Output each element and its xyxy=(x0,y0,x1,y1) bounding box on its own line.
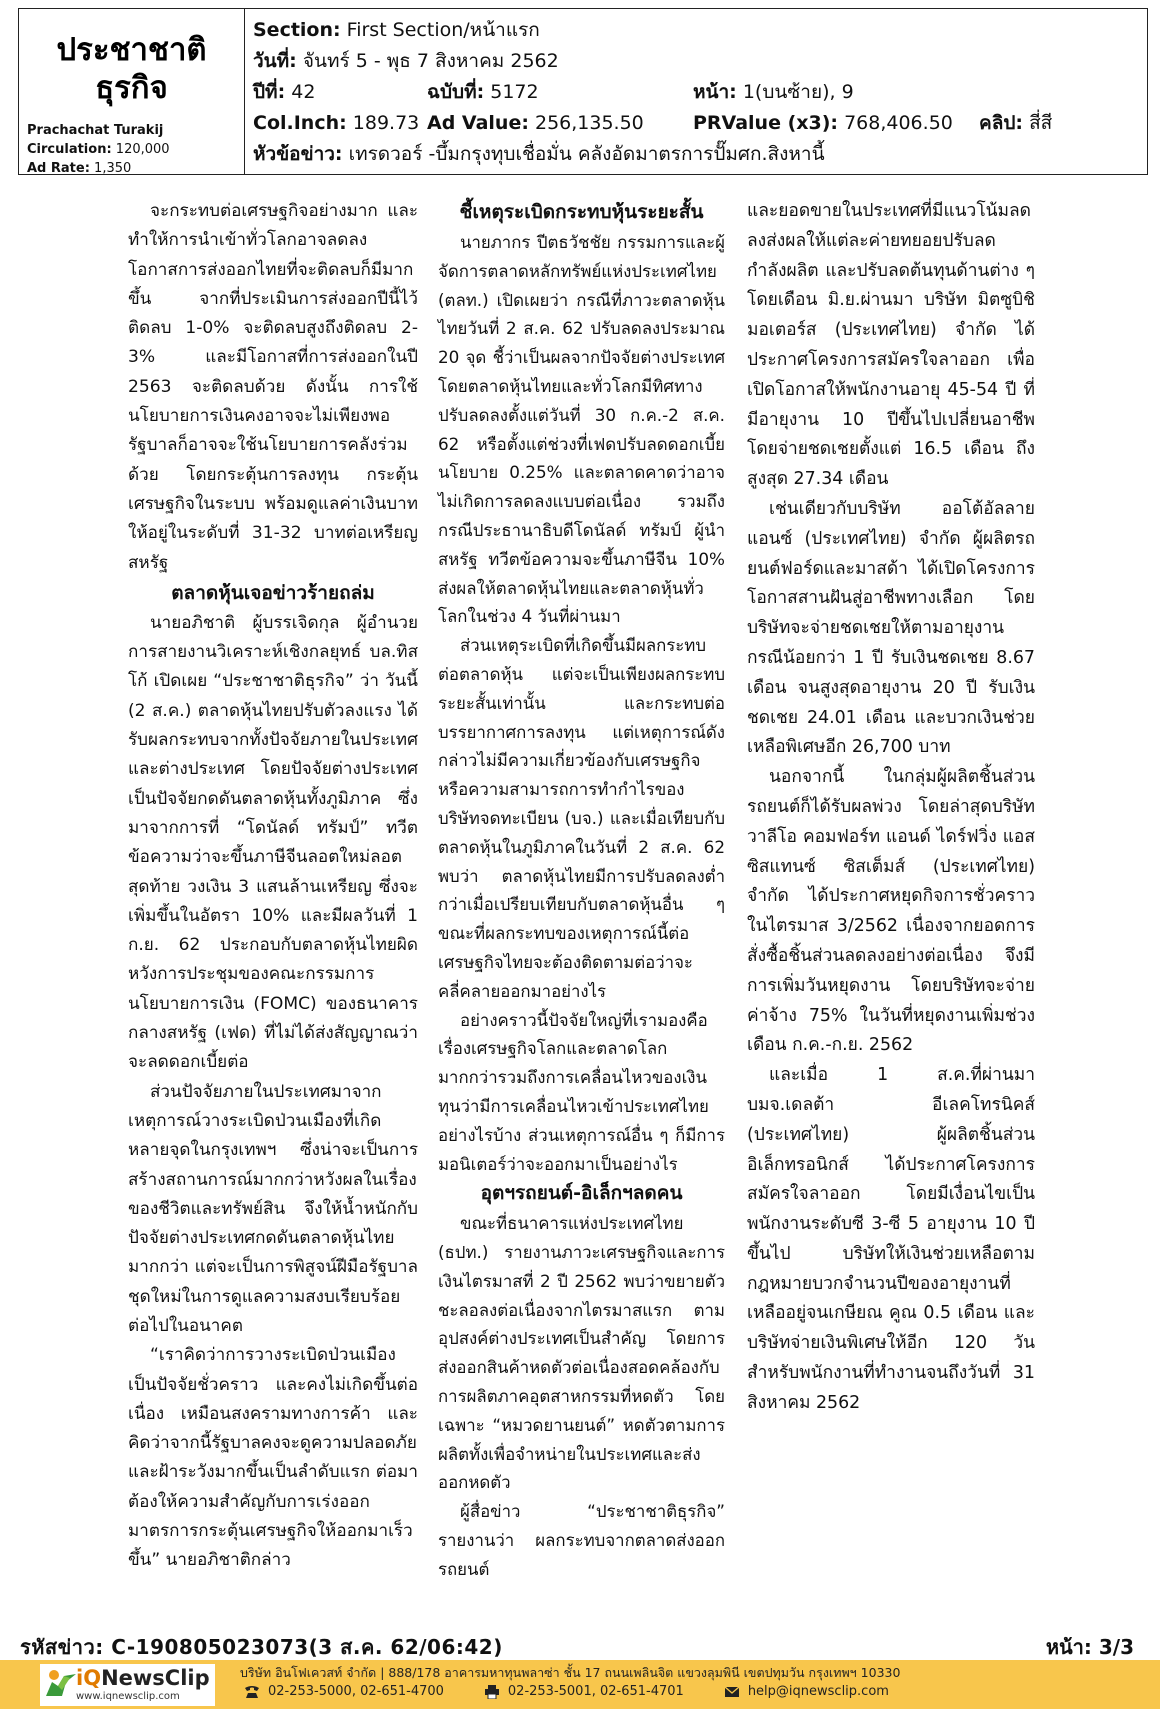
logo-url: www.iqnewsclip.com xyxy=(76,1691,180,1702)
subheading: ชี้เหตุระเบิดกระทบหุ้นระยะสั้น xyxy=(459,201,704,223)
prvalue-value: 768,406.50 xyxy=(844,112,953,134)
headline-value: เทรดวอร์ -บึ้มกรุงทุบเชื่อมั่น คลังอัดมาตรการปั๊มศก.สิงหานี้ xyxy=(348,143,825,165)
paragraph: อย่างคราวนี้ปัจจัยใหญ่ที่เรามองคือเรื่องเศรษฐกิจโลกและตลาดโลกมากกว่ารวมถึงการเคลื่อนไหวของเงินทุนว่ามีการเคลื่อนไหวเข้าประเทศไทยอย่างไรบ้าง ส่วนเหตุการณ์อื่น ๆ ก็มีการมอนิเตอร์ว่าจะออกมาเป็นอย่างไร xyxy=(438,1009,725,1174)
page-label: หน้า: xyxy=(693,81,737,103)
circulation-value: 120,000 xyxy=(115,142,170,157)
paragraph: นอกจากนี้ ในกลุ่มผู้ผลิตชิ้นส่วนรถยนต์ก็ได้รับผลพ่วง โดยล่าสุดบริษัท วาลีโอ คอมฟอร์ท แอนด์ ไดร์ฟวิ่ง แอสซิสแทนซ์ ซิสเต็มส์ (ประเทศไทย) จำกัด ได้ประกาศหยุดกิจการชั่วคราวในไตรมาส 3/2562 เนื่องจากยอดการสั่งซื้อชิ้นส่วนลดลงอย่างต่อเนื่อง จึงมีการเพิ่มวันหยุดงาน โดยบริษัทจะจ่ายค่าจ้าง 75% ในวันที่หยุดงานเพิ่มช่วงเดือน ก.ค.-ก.ย. 2562 xyxy=(747,767,1035,1056)
advalue-label: Ad Value: xyxy=(427,112,529,134)
paragraph: ส่วนเหตุระเบิดที่เกิดขึ้นมีผลกระทบต่อตลาดหุ้น แต่จะเป็นเพียงผลกระทบระยะสั้นเท่านั้น และกระทบต่อบรรยากาศการลงทุน แต่เหตุการณ์ดังกล่าวไม่มีความเกี่ยวข้องกับเศรษฐกิจหรือความสามารถการทำกำไรของบริษัทจดทะเบียน (บจ.) และเมื่อเทียบกับตลาดหุ้นในภูมิภาคในวันที่ 2 ส.ค. 62 พบว่า ตลาดหุ้นไทยมีการปรับลดลงต่ำกว่าเมื่อเปรียบเทียบกับตลาดหุ้นอื่น ๆ ขณะที่ผลกระทบของเหตุการณ์นี้ต่อเศรษฐกิจไทยจะต้องติดตามต่อว่าจะคลี่คลายออกมาอย่างไร xyxy=(438,635,725,1001)
email-icon xyxy=(724,1685,740,1699)
publication-name-line2: ธุรกิจ xyxy=(95,70,168,106)
date-label: วันที่: xyxy=(253,50,297,72)
fax-icon xyxy=(484,1685,500,1699)
paragraph: ขณะที่ธนาคารแห่งประเทศไทย (ธปท.) รายงานภาวะเศรษฐกิจและการเงินไตรมาสที่ 2 ปี 2562 พบว่าขยายตัวชะลอลงต่อเนื่องจากไตรมาสแรก ตามอุปสงค์ต่างประเทศเป็นสำคัญ โดยการส่งออกสินค้าหดตัวต่อเนื่องสอดคล้องกับการผลิตภาคอุตสาหกรรมที่หดตัว โดยเฉพาะ “หมวดยานยนต์” หดตัวตามการผลิตทั้งเพื่อจำหน่ายในประเทศและส่งออกหดตัว xyxy=(438,1213,725,1493)
paragraph: “เราคิดว่าการวางระเบิดป่วนเมืองเป็นปัจจัยชั่วคราว และคงไม่เกิดขึ้นต่อเนื่อง เหมือนสงครามทางการค้า และคิดว่าจากนี้รัฐบาลคงจะดูความปลอดภัยและฝ้าระวังมากขึ้นเป็นลำดับแรก ต่อมาต้องให้ความสำคัญกับการเร่งออกมาตรการกระตุ้นเศรษฐกิจให้ออกมาเร็วขึ้น” นายอภิชาติกล่าว xyxy=(128,1345,418,1571)
logo-wordmark-iq: iQ xyxy=(76,1666,102,1690)
adrate-value: 1,350 xyxy=(94,161,132,176)
phone-icon xyxy=(244,1685,260,1699)
advalue-value: 256,135.50 xyxy=(534,112,644,134)
colinch-label: Col.Inch: xyxy=(253,112,347,134)
headline-label: หัวข้อข่าว: xyxy=(253,143,343,165)
page-number: หน้า: 3/3 xyxy=(1045,1635,1134,1659)
colinch-value: 189.73 xyxy=(352,112,420,134)
company-address: บริษัท อินโฟเควสท์ จำกัด | 888/178 อาคารมหาทุนพลาซ่า ชั้น 17 ถนนเพลินจิต แขวงลุมพินี เขตปทุมวัน กรุงเทพฯ 10330 xyxy=(240,1665,901,1680)
section-label: Section: xyxy=(253,19,341,41)
circulation-label: Circulation: xyxy=(27,142,112,157)
issue-label: ฉบับที่: xyxy=(427,81,485,103)
section-row xyxy=(253,15,1137,46)
article-column-2 xyxy=(438,197,725,1584)
clip-label: คลิป: xyxy=(979,112,1024,134)
paragraph: นายภากร ปีตธวัชชัย กรรมการและผู้จัดการตลาดหลักทรัพย์แห่งประเทศไทย (ตลท.) เปิดเผยว่า กรณีที่ภาวะตลาดหุ้นไทยวันที่ 2 ส.ค. 62 ปรับลดลงประมาณ 20 จุด ชี้ว่าเป็นผลจากปัจจัยต่างประเทศ โดยตลาดหุ้นไทยและทั่วโลกมีทิศทางปรับลดลงตั้งแต่วันที่ 30 ก.ค.-2 ส.ค. 62 หรือตั้งแต่ช่วงที่เฟดปรับลดดอกเบี้ยนโยบาย 0.25% และตลาดคาดว่าอาจไม่เกิดการลดลงแบบต่อเนื่อง รวมถึงกรณีประธานาธิบดีโดนัลด์ ทรัมป์ ผู้นำสหรัฐ ทวีตข้อความจะขึ้นภาษีจีน 10% ส่งผลให้ตลาดหุ้นไทยและตลาดหุ้นทั่วโลกในช่วง 4 วันที่ผ่านมา xyxy=(438,232,725,627)
date-value: จันทร์ 5 - พุธ 7 สิงหาคม 2562 xyxy=(302,50,559,72)
issue-row xyxy=(253,77,1137,108)
news-code: รหัสข่าว: C-190805023073(3 ส.ค. 62/06:42) xyxy=(20,1635,503,1659)
paragraph: จะกระทบต่อเศรษฐกิจอย่างมาก และทำให้การนำเข้าทั่วโลกอาจลดลง โอกาสการส่งออกไทยที่จะติดลบก็มีมากขึ้น จากที่ประเมินการส่งออกปีนี้ไว้ติดลบ 1-0% จะติดลบสูงถึงติดลบ 2-3% และมีโอกาสที่การส่งออกในปี 2563 จะติดลบด้วย ดังนั้น การใช้นโยบายการเงินคงอาจจะไม่เพียงพอ รัฐบาลก็อาจจะใช้นโยบายการคลังร่วมด้วย โดยกระตุ้นการลงทุน กระตุ้นเศรษฐกิจในระบบ พร้อมดูแลค่าเงินบาทให้อยู่ในระดับที่ 31-32 บาทต่อเหรียญสหรัฐ xyxy=(128,201,418,573)
publication-name-line1: ประชาชาติ xyxy=(56,32,207,68)
clip-value: สี่สี xyxy=(1029,112,1053,134)
article-column-3 xyxy=(747,197,1035,1419)
subheading: อุตฯรถยนต์-อิเล็กฯลดคน xyxy=(480,1182,683,1205)
paragraph: ผู้สื่อข่าว “ประชาชาติธุรกิจ” รายงานว่า ผลกระทบจากตลาดส่งออกรถยนต์ xyxy=(438,1501,725,1579)
logo-person-icon xyxy=(44,1668,78,1698)
page-value: 1(บนซ้าย), 9 xyxy=(742,81,854,103)
paragraph: และยอดขายในประเทศที่มีแนวโน้มลดลงส่งผลให้แต่ละค่ายทยอยปรับลดกำลังผลิต และปรับลดต้นทุนด้านต่าง ๆ โดยเดือน มิ.ย.ผ่านมา บริษัท มิตซูบิชิ มอเตอร์ส (ประเทศไทย) จำกัด ได้ประกาศโครงการสมัครใจลาออก เพื่อเปิดโอกาสให้พนักงานอายุ 45-54 ปี ที่มีอายุงาน 10 ปีขึ้นไปเปลี่ยนอาชีพ โดยจ่ายชดเชยตั้งแต่ 16.5 เดือน ถึงสูงสุด 27.34 เดือน xyxy=(747,201,1035,490)
paragraph: ส่วนปัจจัยภายในประเทศมาจากเหตุการณ์วางระเบิดป่วนเมืองที่เกิดหลายจุดในกรุงเทพฯ ซึ่งน่าจะเป็นการสร้างสถานการณ์มากกว่าหวังผลในเรื่องของชีวิตและทรัพย์สิน จึงให้น้ำหนักกับปัจจัยต่างประเทศกดดันตลาดหุ้นไทยมากกว่า แต่จะเป็นการพิสูจน์ฝีมือรัฐบาลชุดใหม่ในการดูแลความสงบเรียบร้อยต่อไปในอนาคต xyxy=(128,1081,418,1336)
paragraph: และเมื่อ 1 ส.ค.ที่ผ่านมา บมจ.เดลต้า อีเลคโทรนิคส์ (ประเทศไทย) ผู้ผลิตชิ้นส่วนอิเล็กทรอนิกส์ ได้ประกาศโครงการสมัครใจลาออก โดยมีเงื่อนไขเป็นพนักงานระดับซี 3-ซี 5 อายุงาน 10 ปีขึ้นไป บริษัทให้เงินช่วยเหลือตามกฎหมายบวกจำนวนปีของอายุงานที่เหลืออยู่จนเกษียณ คูณ 0.5 เดือน และบริษัทจ่ายเงินพิเศษให้อีก 120 วัน สำหรับพนักงานที่ทำงานจนถึงวันที่ 31 สิงหาคม 2562 xyxy=(747,1065,1035,1413)
publication-block xyxy=(19,9,245,174)
iqnewsclip-logo xyxy=(40,1664,215,1706)
value-row xyxy=(253,108,1137,139)
subheading: ตลาดหุ้นเจอข่าวร้ายถล่ม xyxy=(171,581,375,604)
clip-header xyxy=(18,8,1148,175)
contact-info xyxy=(244,1684,929,1699)
year-value: 42 xyxy=(291,81,316,103)
phone-numbers: 02-253-5000, 02-651-4700 xyxy=(268,1684,444,1699)
clip-metadata xyxy=(245,9,1147,174)
publication-english-name: Prachachat Turakij xyxy=(27,123,164,138)
headline-row xyxy=(253,139,1137,170)
logo-wordmark-rest: NewsClip xyxy=(101,1666,210,1690)
logo-wordmark xyxy=(76,1666,210,1690)
publication-meta xyxy=(27,121,236,178)
paragraph: นายอภิชาติ ผู้บรรเจิดกุล ผู้อำนวยการสายงานวิเคราะห์เชิงกลยุทธ์ บล.ทิสโก้ เปิดเผย “ประชาชาติธุรกิจ” ว่า วันนี้ (2 ส.ค.) ตลาดหุ้นไทยปรับตัวลงแรง ได้รับผลกระทบจากทั้งปัจจัยภายในประเทศและต่างประเทศ โดยปัจจัยต่างประเทศเป็นปัจจัยกดดันตลาดหุ้นทั้งภูมิภาค ซึ่งมาจากการที่ “โดนัลด์ ทรัมป์” ทวีตข้อความว่าจะขึ้นภาษีจีนลอตใหม่ลอตสุดท้าย วงเงิน 3 แสนล้านเหรียญ ซึ่งจะเพิ่มขึ้นในอัตรา 10% และมีผลวันที่ 1 ก.ย. 62 ประกอบกับตลาดหุ้นไทยผิดหวังการประชุมของคณะกรรมการนโยบายการเงิน (FOMC) ของธนาคารกลางสหรัฐ (เฟด) ที่ไม่ได้ส่งสัญญาณว่าจะลดดอกเบี้ยต่อ xyxy=(128,612,418,1073)
email-address: help@iqnewsclip.com xyxy=(747,1684,889,1699)
paragraph: เช่นเดียวกับบริษัท ออโต้อัลลายแอนซ์ (ประเทศไทย) จำกัด ผู้ผลิตรถยนต์ฟอร์ดและมาสด้า ได้เปิดโครงการโอกาสสานฝันสู่อาชีพทางเลือก โดยบริษัทจะจ่ายชดเชยให้ตามอายุงาน กรณีน้อยกว่า 1 ปี รับเงินชดเชย 8.67 เดือน จนสูงสุดอายุงาน 20 ปี รับเงินชดเชย 24.01 เดือน และบวกเงินช่วยเหลือพิเศษอีก 26,700 บาท xyxy=(747,498,1035,758)
prvalue-label: PRValue (x3): xyxy=(693,112,839,134)
fax-numbers: 02-253-5001, 02-651-4701 xyxy=(507,1684,684,1699)
section-value: First Section/หน้าแรก xyxy=(346,19,540,41)
article-column-1 xyxy=(128,197,418,1576)
adrate-label: Ad Rate: xyxy=(27,161,90,176)
year-label: ปีที่: xyxy=(253,81,286,103)
date-row xyxy=(253,46,1137,77)
issue-value: 5172 xyxy=(490,81,539,103)
